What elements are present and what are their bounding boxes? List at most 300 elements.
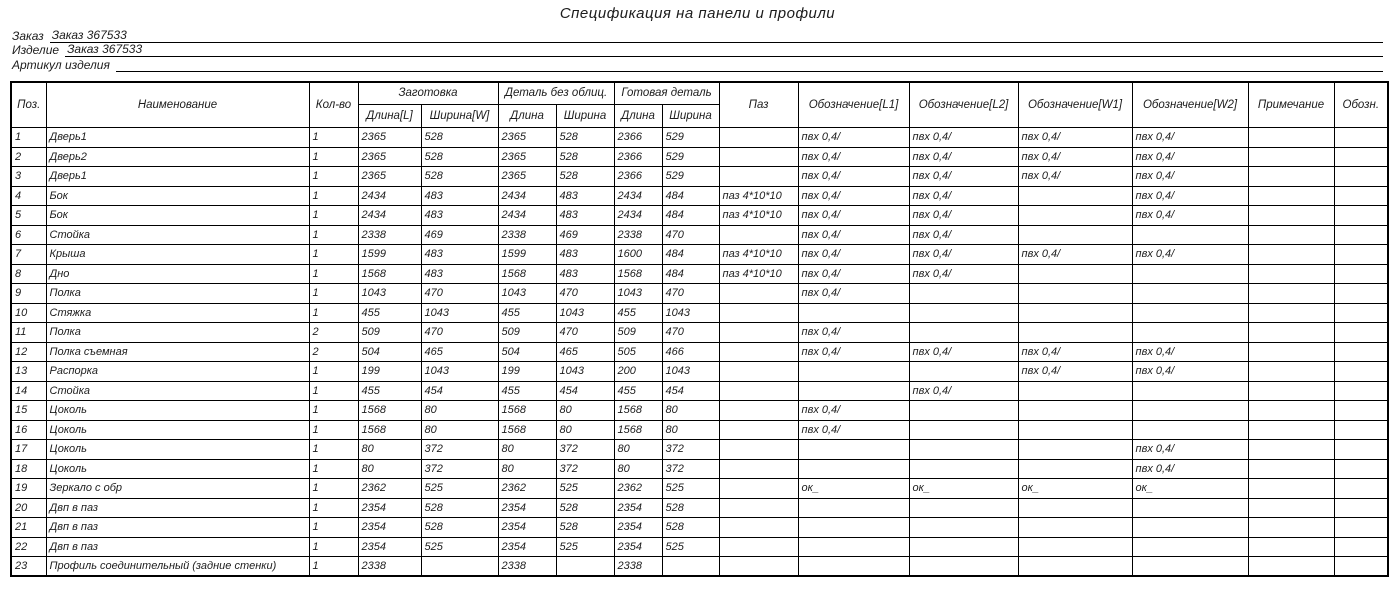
cell-groove	[719, 147, 798, 167]
article-line	[12, 57, 1383, 72]
cell-part_len: 199	[498, 362, 556, 382]
cell-name: Профиль соединительный (задние стенки)	[46, 557, 309, 577]
cell-desig_l2: пвх 0,4/	[909, 381, 1018, 401]
cell-desig_w1	[1018, 284, 1132, 304]
cell-ready_wid: 528	[662, 498, 719, 518]
cell-desig_w1	[1018, 264, 1132, 284]
cell-name: Крыша	[46, 245, 309, 265]
table-row	[11, 518, 1388, 538]
order-label: Заказ	[12, 28, 44, 43]
cell-desig	[1334, 479, 1388, 499]
cell-desig_w2	[1132, 518, 1248, 538]
cell-groove	[719, 537, 798, 557]
cell-name: Дно	[46, 264, 309, 284]
cell-part_len: 455	[498, 381, 556, 401]
cell-desig_w1	[1018, 537, 1132, 557]
cell-blank_len: 199	[358, 362, 421, 382]
cell-groove	[719, 303, 798, 323]
cell-desig_w2: пвх 0,4/	[1132, 128, 1248, 148]
cell-desig_l2	[909, 537, 1018, 557]
cell-part_len: 2365	[498, 167, 556, 187]
cell-ready_len: 505	[614, 342, 662, 362]
cell-pos: 11	[11, 323, 46, 343]
cell-desig_w2: пвх 0,4/	[1132, 440, 1248, 460]
cell-qty: 1	[309, 245, 358, 265]
cell-blank_wid: 525	[421, 537, 498, 557]
table-row	[11, 167, 1388, 187]
cell-desig_w2	[1132, 303, 1248, 323]
cell-desig_l2	[909, 401, 1018, 421]
cell-desig_l1	[798, 498, 909, 518]
cell-desig_l2	[909, 284, 1018, 304]
cell-desig_w1	[1018, 518, 1132, 538]
cell-ready_wid: 525	[662, 479, 719, 499]
cell-part_len: 80	[498, 440, 556, 460]
cell-desig	[1334, 362, 1388, 382]
cell-desig_w2	[1132, 537, 1248, 557]
cell-name: Дверь2	[46, 147, 309, 167]
cell-desig_w2	[1132, 557, 1248, 577]
cell-part_len: 2338	[498, 557, 556, 577]
cell-note	[1248, 128, 1334, 148]
cell-groove: паз 4*10*10	[719, 264, 798, 284]
cell-part_len: 1568	[498, 401, 556, 421]
cell-desig_l2: пвх 0,4/	[909, 245, 1018, 265]
cell-desig	[1334, 284, 1388, 304]
cell-note	[1248, 167, 1334, 187]
cell-desig_w2: пвх 0,4/	[1132, 362, 1248, 382]
cell-desig	[1334, 303, 1388, 323]
cell-groove	[719, 381, 798, 401]
cell-ready_wid: 484	[662, 245, 719, 265]
cell-ready_wid: 466	[662, 342, 719, 362]
cell-name: Бок	[46, 186, 309, 206]
cell-name: Цоколь	[46, 459, 309, 479]
cell-ready_len: 1568	[614, 401, 662, 421]
cell-name: Распорка	[46, 362, 309, 382]
cell-groove	[719, 342, 798, 362]
cell-qty: 1	[309, 537, 358, 557]
cell-part_wid: 483	[556, 206, 614, 226]
cell-name: Цоколь	[46, 440, 309, 460]
cell-ready_wid: 454	[662, 381, 719, 401]
cell-blank_wid: 483	[421, 245, 498, 265]
cell-note	[1248, 381, 1334, 401]
cell-desig_w2: пвх 0,4/	[1132, 245, 1248, 265]
cell-qty: 2	[309, 323, 358, 343]
cell-groove	[719, 225, 798, 245]
cell-part_wid: 372	[556, 440, 614, 460]
col-header-part-wid: Ширина	[556, 105, 614, 128]
cell-desig_w2	[1132, 323, 1248, 343]
cell-pos: 5	[11, 206, 46, 226]
cell-part_len: 2434	[498, 206, 556, 226]
table-row	[11, 147, 1388, 167]
cell-qty: 2	[309, 342, 358, 362]
table-row	[11, 420, 1388, 440]
table-row	[11, 498, 1388, 518]
product-value: Заказ 367533	[65, 43, 1383, 57]
cell-part_wid: 528	[556, 167, 614, 187]
cell-groove: паз 4*10*10	[719, 245, 798, 265]
cell-pos: 1	[11, 128, 46, 148]
cell-name: Стойка	[46, 225, 309, 245]
cell-pos: 9	[11, 284, 46, 304]
cell-desig	[1334, 498, 1388, 518]
cell-pos: 4	[11, 186, 46, 206]
cell-name: Двп в паз	[46, 498, 309, 518]
cell-desig_l1: пвх 0,4/	[798, 225, 909, 245]
cell-part_len: 1568	[498, 264, 556, 284]
cell-part_wid: 465	[556, 342, 614, 362]
cell-note	[1248, 225, 1334, 245]
cell-ready_len: 80	[614, 440, 662, 460]
cell-note	[1248, 557, 1334, 577]
col-header-desig: Обозн.	[1334, 82, 1388, 128]
cell-desig_l2	[909, 557, 1018, 577]
cell-desig_l1	[798, 557, 909, 577]
cell-desig	[1334, 518, 1388, 538]
cell-name: Стяжка	[46, 303, 309, 323]
cell-ready_len: 2338	[614, 557, 662, 577]
cell-pos: 3	[11, 167, 46, 187]
cell-note	[1248, 323, 1334, 343]
cell-blank_wid: 470	[421, 323, 498, 343]
cell-blank_wid: 528	[421, 147, 498, 167]
cell-blank_len: 2354	[358, 537, 421, 557]
cell-note	[1248, 206, 1334, 226]
cell-ready_len: 1568	[614, 264, 662, 284]
cell-desig_w1: пвх 0,4/	[1018, 245, 1132, 265]
cell-desig_l2	[909, 303, 1018, 323]
cell-ready_wid: 470	[662, 225, 719, 245]
cell-qty: 1	[309, 186, 358, 206]
spec-table	[10, 81, 1389, 578]
cell-part_len: 1043	[498, 284, 556, 304]
cell-groove	[719, 440, 798, 460]
col-header-groove: Паз	[719, 82, 798, 128]
cell-blank_wid: 528	[421, 128, 498, 148]
cell-ready_wid: 525	[662, 537, 719, 557]
cell-desig	[1334, 557, 1388, 577]
cell-pos: 22	[11, 537, 46, 557]
cell-qty: 1	[309, 303, 358, 323]
cell-blank_len: 2434	[358, 206, 421, 226]
table-row	[11, 362, 1388, 382]
product-label: Изделие	[12, 43, 60, 57]
cell-desig_w1	[1018, 323, 1132, 343]
cell-ready_len: 80	[614, 459, 662, 479]
cell-ready_wid: 529	[662, 128, 719, 148]
cell-pos: 23	[11, 557, 46, 577]
cell-note	[1248, 440, 1334, 460]
cell-blank_wid: 454	[421, 381, 498, 401]
cell-desig_l1	[798, 440, 909, 460]
cell-desig_w1: пвх 0,4/	[1018, 362, 1132, 382]
col-header-desig-w2: Обозначение[W2]	[1132, 82, 1248, 128]
cell-note	[1248, 303, 1334, 323]
cell-blank_len: 2365	[358, 147, 421, 167]
cell-desig_l1: пвх 0,4/	[798, 264, 909, 284]
cell-ready_len: 455	[614, 381, 662, 401]
cell-pos: 17	[11, 440, 46, 460]
cell-desig_l2	[909, 459, 1018, 479]
table-row	[11, 440, 1388, 460]
cell-ready_len: 2366	[614, 128, 662, 148]
cell-desig_w1	[1018, 557, 1132, 577]
cell-groove	[719, 459, 798, 479]
cell-desig_l2: пвх 0,4/	[909, 147, 1018, 167]
cell-desig	[1334, 440, 1388, 460]
page-title: Спецификация на панели и профили	[559, 5, 836, 22]
cell-pos: 7	[11, 245, 46, 265]
cell-desig_w1	[1018, 440, 1132, 460]
cell-desig	[1334, 186, 1388, 206]
table-row	[11, 479, 1388, 499]
cell-note	[1248, 186, 1334, 206]
cell-note	[1248, 479, 1334, 499]
cell-blank_wid: 528	[421, 498, 498, 518]
cell-part_wid: 372	[556, 459, 614, 479]
cell-desig_w2: пвх 0,4/	[1132, 206, 1248, 226]
cell-desig_w1	[1018, 206, 1132, 226]
cell-blank_len: 1599	[358, 245, 421, 265]
cell-blank_len: 504	[358, 342, 421, 362]
cell-desig_w1: пвх 0,4/	[1018, 167, 1132, 187]
cell-qty: 1	[309, 498, 358, 518]
cell-desig_w1	[1018, 420, 1132, 440]
cell-ready_wid: 484	[662, 264, 719, 284]
cell-ready_wid: 529	[662, 167, 719, 187]
cell-desig_l1	[798, 381, 909, 401]
cell-ready_len: 2362	[614, 479, 662, 499]
cell-part_len: 2354	[498, 537, 556, 557]
header-row-groups	[11, 82, 1388, 105]
table-row	[11, 128, 1388, 148]
cell-desig_l1: ок_	[798, 479, 909, 499]
col-group-ready: Готовая деталь	[614, 82, 719, 105]
cell-part_len: 2365	[498, 128, 556, 148]
cell-note	[1248, 498, 1334, 518]
cell-blank_wid: 483	[421, 264, 498, 284]
cell-desig_w1	[1018, 186, 1132, 206]
cell-desig_w2: пвх 0,4/	[1132, 342, 1248, 362]
cell-blank_wid: 465	[421, 342, 498, 362]
cell-desig_l2	[909, 440, 1018, 460]
cell-part_wid: 469	[556, 225, 614, 245]
cell-qty: 1	[309, 362, 358, 382]
cell-part_wid: 528	[556, 518, 614, 538]
cell-ready_wid: 80	[662, 401, 719, 421]
cell-blank_len: 2338	[358, 225, 421, 245]
col-header-part-len: Длина	[498, 105, 556, 128]
cell-desig_w1	[1018, 303, 1132, 323]
cell-groove	[719, 498, 798, 518]
cell-note	[1248, 401, 1334, 421]
table-row	[11, 537, 1388, 557]
cell-pos: 16	[11, 420, 46, 440]
cell-blank_len: 1568	[358, 401, 421, 421]
cell-desig_w1	[1018, 381, 1132, 401]
cell-qty: 1	[309, 167, 358, 187]
cell-name: Полка съемная	[46, 342, 309, 362]
cell-ready_len: 2434	[614, 206, 662, 226]
cell-ready_wid: 372	[662, 459, 719, 479]
cell-blank_len: 2362	[358, 479, 421, 499]
table-row	[11, 284, 1388, 304]
cell-desig	[1334, 225, 1388, 245]
cell-ready_len: 2354	[614, 537, 662, 557]
cell-ready_wid: 484	[662, 186, 719, 206]
cell-blank_len: 2365	[358, 128, 421, 148]
col-header-pos: Поз.	[11, 82, 46, 128]
cell-desig_w1: пвх 0,4/	[1018, 342, 1132, 362]
cell-pos: 19	[11, 479, 46, 499]
cell-desig_w2: пвх 0,4/	[1132, 186, 1248, 206]
cell-groove	[719, 323, 798, 343]
table-row	[11, 381, 1388, 401]
cell-blank_wid: 483	[421, 186, 498, 206]
cell-blank_len: 455	[358, 303, 421, 323]
cell-groove: паз 4*10*10	[719, 206, 798, 226]
cell-groove	[719, 128, 798, 148]
table-row	[11, 206, 1388, 226]
cell-desig	[1334, 167, 1388, 187]
cell-groove	[719, 284, 798, 304]
cell-blank_len: 2354	[358, 498, 421, 518]
cell-desig_w2	[1132, 401, 1248, 421]
cell-desig_w1	[1018, 498, 1132, 518]
cell-note	[1248, 459, 1334, 479]
col-header-note: Примечание	[1248, 82, 1334, 128]
cell-desig_l2: пвх 0,4/	[909, 128, 1018, 148]
cell-ready_len: 455	[614, 303, 662, 323]
cell-blank_len: 1568	[358, 264, 421, 284]
cell-desig_l1: пвх 0,4/	[798, 284, 909, 304]
cell-part_len: 2365	[498, 147, 556, 167]
cell-blank_len: 509	[358, 323, 421, 343]
cell-part_wid: 80	[556, 420, 614, 440]
cell-desig_w1	[1018, 459, 1132, 479]
cell-blank_wid: 525	[421, 479, 498, 499]
cell-note	[1248, 420, 1334, 440]
cell-desig_w2	[1132, 381, 1248, 401]
col-header-ready-wid: Ширина	[662, 105, 719, 128]
cell-blank_wid: 528	[421, 518, 498, 538]
cell-ready_wid: 80	[662, 420, 719, 440]
cell-pos: 21	[11, 518, 46, 538]
cell-blank_wid: 80	[421, 420, 498, 440]
cell-pos: 15	[11, 401, 46, 421]
cell-part_wid: 1043	[556, 362, 614, 382]
cell-groove	[719, 479, 798, 499]
cell-pos: 18	[11, 459, 46, 479]
cell-blank_len: 2365	[358, 167, 421, 187]
cell-part_wid: 483	[556, 186, 614, 206]
cell-part_wid: 454	[556, 381, 614, 401]
cell-blank_wid: 470	[421, 284, 498, 304]
cell-qty: 1	[309, 401, 358, 421]
cell-desig_l1: пвх 0,4/	[798, 245, 909, 265]
cell-blank_wid: 483	[421, 206, 498, 226]
table-row	[11, 186, 1388, 206]
cell-name: Дверь1	[46, 128, 309, 148]
cell-desig_l2: пвх 0,4/	[909, 342, 1018, 362]
cell-desig_l2: пвх 0,4/	[909, 206, 1018, 226]
cell-name: Зеркало с обр	[46, 479, 309, 499]
cell-ready_wid	[662, 557, 719, 577]
cell-blank_len: 80	[358, 440, 421, 460]
cell-blank_wid: 1043	[421, 362, 498, 382]
cell-part_len: 2434	[498, 186, 556, 206]
cell-part_len: 1599	[498, 245, 556, 265]
cell-qty: 1	[309, 264, 358, 284]
cell-desig_w2	[1132, 284, 1248, 304]
table-row	[11, 225, 1388, 245]
article-value	[116, 71, 1383, 72]
cell-desig_w2	[1132, 264, 1248, 284]
cell-groove	[719, 401, 798, 421]
cell-name: Полка	[46, 323, 309, 343]
cell-groove	[719, 167, 798, 187]
order-line	[12, 28, 1383, 43]
cell-desig_w1: пвх 0,4/	[1018, 147, 1132, 167]
cell-desig	[1334, 245, 1388, 265]
cell-blank_wid: 469	[421, 225, 498, 245]
cell-blank_wid: 528	[421, 167, 498, 187]
table-row	[11, 264, 1388, 284]
cell-desig_w2: пвх 0,4/	[1132, 167, 1248, 187]
cell-note	[1248, 147, 1334, 167]
cell-qty: 1	[309, 128, 358, 148]
cell-name: Цоколь	[46, 420, 309, 440]
cell-desig	[1334, 264, 1388, 284]
col-header-qty: Кол-во	[309, 82, 358, 128]
cell-blank_len: 1568	[358, 420, 421, 440]
cell-part_wid: 483	[556, 264, 614, 284]
cell-qty: 1	[309, 518, 358, 538]
cell-pos: 6	[11, 225, 46, 245]
cell-ready_len: 2338	[614, 225, 662, 245]
cell-note	[1248, 362, 1334, 382]
cell-qty: 1	[309, 206, 358, 226]
cell-groove: паз 4*10*10	[719, 186, 798, 206]
cell-qty: 1	[309, 440, 358, 460]
cell-ready_wid: 470	[662, 323, 719, 343]
spec-table-body	[11, 128, 1388, 577]
cell-groove	[719, 518, 798, 538]
table-row	[11, 401, 1388, 421]
cell-part_wid: 528	[556, 147, 614, 167]
cell-note	[1248, 537, 1334, 557]
col-header-desig-l1: Обозначение[L1]	[798, 82, 909, 128]
cell-part_wid	[556, 557, 614, 577]
cell-blank_len: 80	[358, 459, 421, 479]
col-header-desig-w1: Обозначение[W1]	[1018, 82, 1132, 128]
cell-note	[1248, 342, 1334, 362]
cell-ready_wid: 484	[662, 206, 719, 226]
cell-desig_l1: пвх 0,4/	[798, 342, 909, 362]
cell-ready_len: 2434	[614, 186, 662, 206]
cell-name: Дверь1	[46, 167, 309, 187]
cell-pos: 8	[11, 264, 46, 284]
cell-qty: 1	[309, 284, 358, 304]
cell-desig_l1: пвх 0,4/	[798, 167, 909, 187]
cell-ready_wid: 528	[662, 518, 719, 538]
cell-desig_l1	[798, 459, 909, 479]
table-row	[11, 245, 1388, 265]
cell-part_len: 1568	[498, 420, 556, 440]
